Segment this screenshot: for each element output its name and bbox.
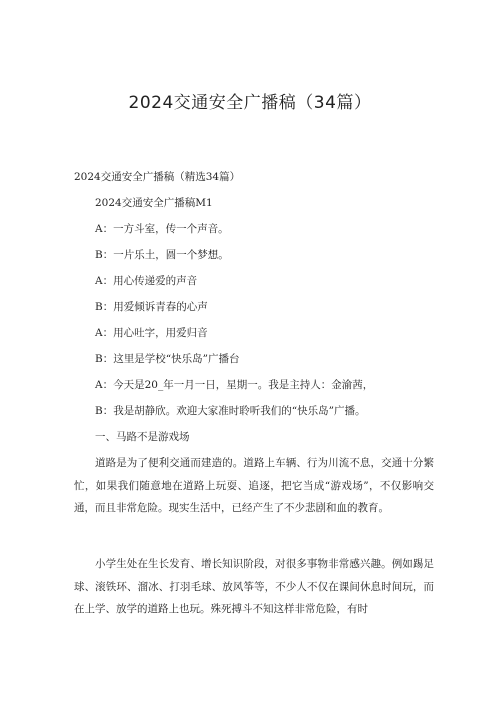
- document-subtitle: 2024交通安全广播稿（精选34篇）: [74, 171, 241, 183]
- dialogue-line: A：用心传递爱的声音: [95, 275, 198, 287]
- dialogue-line: B：这里是学校“快乐岛”广播台: [95, 353, 240, 365]
- dialogue-line: A：今天是20_年一月一日，星期一。我是主持人：金渝茜，: [95, 379, 374, 391]
- section-heading: 2024交通安全广播稿M1: [95, 197, 213, 209]
- dialogue-line: B：我是胡静欣。欢迎大家准时聆听我们的“快乐岛”广播。: [95, 405, 366, 417]
- document-title: 2024交通安全广播稿（34篇）: [128, 93, 372, 113]
- body-paragraph: 道路是为了便利交通而建造的。道路上车辆、行为川流不息，交通十分繁忙，如果我们随意地在道路上玩耍、追逐，把它当成“游戏场”，不仅影响交通，而且非常危险。现实生活中，已经产生了不少悲剧和血的教育。: [74, 457, 435, 514]
- dialogue-line: B：用爱倾诉青春的心声: [95, 301, 208, 313]
- dialogue-line: A：一方斗室，传一个声音。: [95, 223, 229, 235]
- dialogue-line: A：用心吐字，用爱归音: [95, 327, 208, 339]
- dialogue-line: B：一片乐土，圆一个梦想。: [95, 249, 229, 261]
- body-paragraph: 小学生处在生长发育、增长知识阶段，对很多事物非常感兴趣。例如踢足球、滚铁环、溜冰、打羽毛球、放风筝等，不少人不仅在课间休息时间玩，而在上学、放学的道路上也玩。殊死搏斗不知这样非常危险，有时: [74, 558, 434, 615]
- section-heading: 一、马路不是游戏场: [95, 431, 190, 443]
